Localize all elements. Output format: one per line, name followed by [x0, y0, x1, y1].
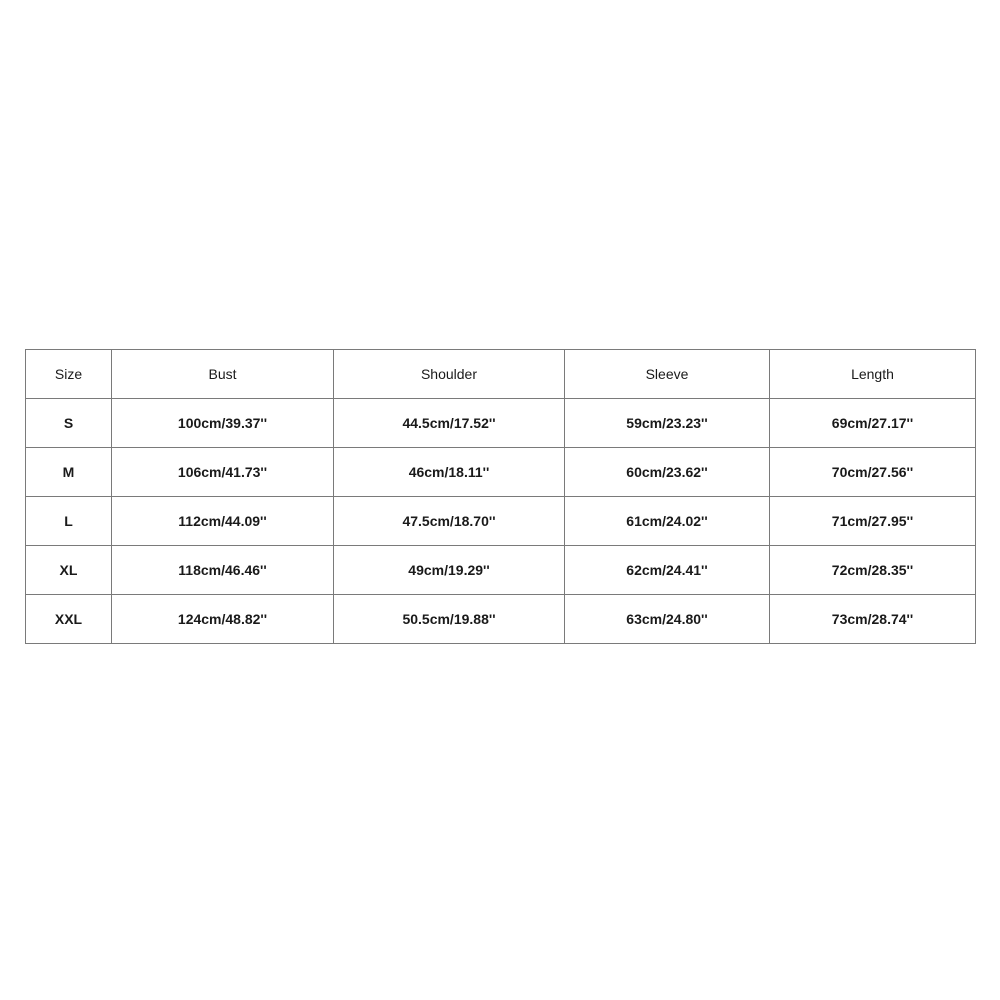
length-cell: 69cm/27.17'' — [770, 399, 976, 448]
header-sleeve: Sleeve — [565, 350, 770, 399]
sleeve-cell: 61cm/24.02'' — [565, 497, 770, 546]
length-cell: 73cm/28.74'' — [770, 595, 976, 644]
table-row — [26, 497, 976, 546]
header-length: Length — [770, 350, 976, 399]
length-cell: 72cm/28.35'' — [770, 546, 976, 595]
bust-cell: 106cm/41.73'' — [112, 448, 334, 497]
table-row — [26, 448, 976, 497]
sleeve-cell: 60cm/23.62'' — [565, 448, 770, 497]
header-bust: Bust — [112, 350, 334, 399]
size-cell: M — [26, 448, 112, 497]
sleeve-cell: 63cm/24.80'' — [565, 595, 770, 644]
size-cell: L — [26, 497, 112, 546]
length-cell: 70cm/27.56'' — [770, 448, 976, 497]
shoulder-cell: 50.5cm/19.88'' — [334, 595, 565, 644]
table-row — [26, 546, 976, 595]
size-cell: XXL — [26, 595, 112, 644]
shoulder-cell: 47.5cm/18.70'' — [334, 497, 565, 546]
bust-cell: 124cm/48.82'' — [112, 595, 334, 644]
sleeve-cell: 62cm/24.41'' — [565, 546, 770, 595]
header-shoulder: Shoulder — [334, 350, 565, 399]
sleeve-cell: 59cm/23.23'' — [565, 399, 770, 448]
table-row — [26, 399, 976, 448]
length-cell: 71cm/27.95'' — [770, 497, 976, 546]
size-cell: S — [26, 399, 112, 448]
shoulder-cell: 46cm/18.11'' — [334, 448, 565, 497]
header-size: Size — [26, 350, 112, 399]
size-chart-table — [25, 349, 976, 644]
bust-cell: 100cm/39.37'' — [112, 399, 334, 448]
table-row — [26, 595, 976, 644]
bust-cell: 112cm/44.09'' — [112, 497, 334, 546]
table-header-row — [26, 350, 976, 399]
shoulder-cell: 44.5cm/17.52'' — [334, 399, 565, 448]
bust-cell: 118cm/46.46'' — [112, 546, 334, 595]
size-cell: XL — [26, 546, 112, 595]
shoulder-cell: 49cm/19.29'' — [334, 546, 565, 595]
